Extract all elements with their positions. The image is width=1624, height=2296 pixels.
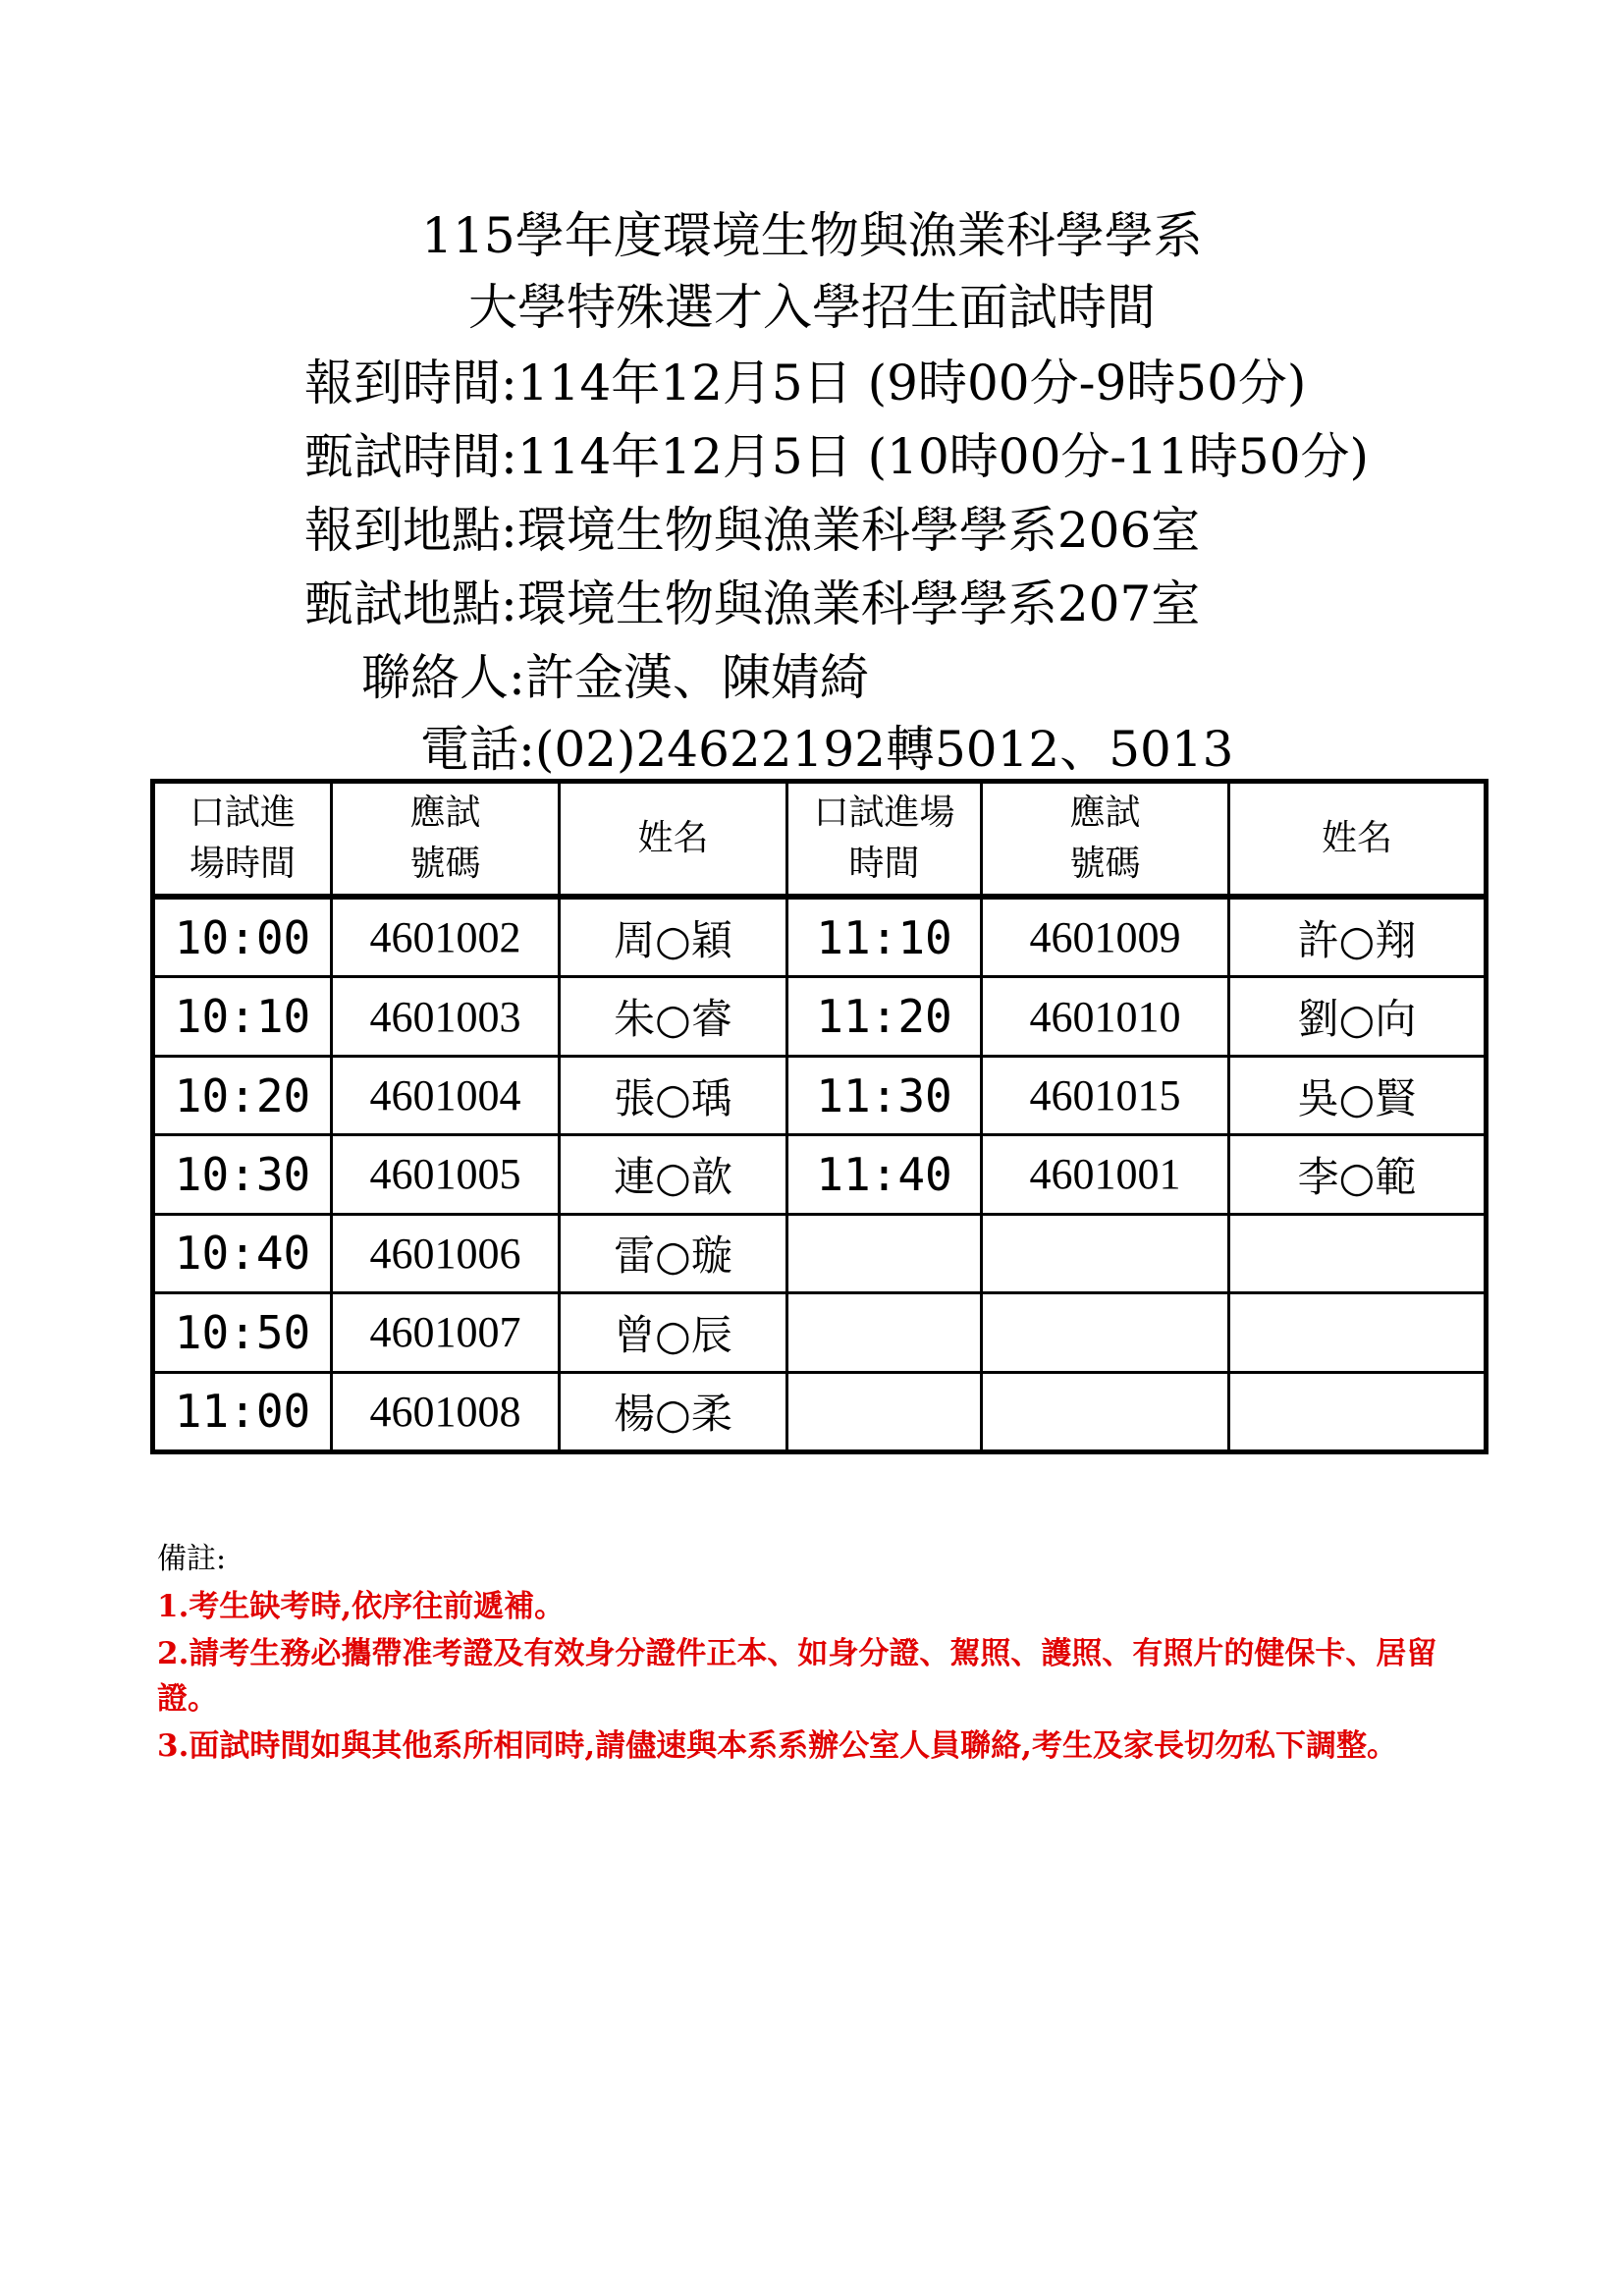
note-item: 1.考生缺考時,依序往前遞補。: [157, 1589, 566, 1624]
time-cell: 11:00: [153, 1372, 332, 1451]
table-row: [153, 977, 1487, 1056]
name-cell: 吳○賢: [1229, 1056, 1487, 1134]
column-header: [982, 782, 1229, 898]
exam-number-cell: 4601006: [332, 1214, 560, 1292]
name-cell: 曾○辰: [560, 1293, 787, 1372]
checkin-time-value: 114年12月5日 (9時00分-9時50分): [516, 355, 1307, 411]
exam-number-cell: 4601001: [982, 1135, 1229, 1214]
note-item: 3.面試時間如與其他系所相同時,請儘速與本系系辦公室人員聯絡,考生及家長切勿私下調整。: [157, 1728, 1397, 1764]
name-cell: [1229, 1372, 1487, 1451]
time-cell: 10:20: [153, 1056, 332, 1134]
exam-number-cell: 4601004: [332, 1056, 560, 1134]
table-header-row: [153, 782, 1487, 898]
name-cell: 李○範: [1229, 1135, 1487, 1214]
time-cell: 11:30: [787, 1056, 982, 1134]
column-header-text: 號碼: [409, 844, 481, 884]
time-cell: 11:40: [787, 1135, 982, 1214]
exam-number-cell: [982, 1214, 1229, 1292]
interview-location-value: 環境生物與漁業科學學系207室: [516, 575, 1201, 632]
name-cell: 連○歆: [560, 1135, 787, 1214]
time-cell: [787, 1214, 982, 1292]
name-cell: 劉○向: [1229, 977, 1487, 1056]
exam-number-cell: 4601009: [982, 897, 1229, 977]
table-row: [153, 1135, 1487, 1214]
page-title: 115學年度環境生物與漁業科學學系: [421, 207, 1203, 264]
column-header-text: 口試進場: [813, 793, 955, 833]
column-header-text: 口試進: [189, 793, 296, 833]
name-cell: 雷○璇: [560, 1214, 787, 1292]
exam-number-cell: [982, 1372, 1229, 1451]
column-header-text: 時間: [848, 844, 920, 884]
time-cell: 10:30: [153, 1135, 332, 1214]
page-subtitle: 大學特殊選才入學招生面試時間: [468, 279, 1156, 336]
time-cell: 11:20: [787, 977, 982, 1056]
table-row: [153, 1056, 1487, 1134]
column-header-text: 姓名: [637, 818, 709, 858]
name-cell: 周○穎: [560, 897, 787, 977]
column-header-text: 場時間: [189, 844, 296, 884]
table-body: [153, 897, 1487, 1452]
interview-time-line: [304, 422, 1369, 491]
exam-number-cell: 4601008: [332, 1372, 560, 1451]
exam-number-cell: 4601007: [332, 1293, 560, 1372]
time-cell: 10:10: [153, 977, 332, 1056]
exam-number-cell: 4601015: [982, 1056, 1229, 1134]
column-header-text: 姓名: [1321, 818, 1392, 858]
contact-label: 聯絡人:: [361, 649, 525, 706]
checkin-time-label: 報到時間:: [304, 355, 517, 411]
table-row: [153, 1293, 1487, 1372]
time-cell: [787, 1372, 982, 1451]
notes-heading: 備註:: [157, 1542, 227, 1576]
exam-number-cell: 4601002: [332, 897, 560, 977]
column-header: [560, 782, 787, 898]
phone-label: 電話:: [420, 721, 535, 778]
name-cell: 朱○睿: [560, 977, 787, 1056]
phone-line: [420, 715, 1233, 784]
name-cell: 許○翔: [1229, 897, 1487, 977]
column-header: [787, 782, 982, 898]
interview-location-line: [304, 570, 1200, 638]
checkin-location-line: [304, 496, 1200, 565]
table-row: [153, 1214, 1487, 1292]
time-cell: 11:10: [787, 897, 982, 977]
table-row: [153, 1372, 1487, 1451]
column-header: [1229, 782, 1487, 898]
interview-time-value: 114年12月5日 (10時00分-11時50分): [516, 428, 1370, 485]
checkin-location-label: 報到地點:: [304, 502, 517, 559]
column-header-text: 應試: [1069, 793, 1141, 833]
time-cell: [787, 1293, 982, 1372]
interview-time-label: 甄試時間:: [304, 428, 517, 485]
contact-value: 許金漢、陳婧綺: [524, 649, 869, 706]
column-header-text: 應試: [409, 793, 481, 833]
interview-location-label: 甄試地點:: [304, 575, 517, 632]
exam-number-cell: 4601003: [332, 977, 560, 1056]
time-cell: 10:00: [153, 897, 332, 977]
name-cell: 張○瑀: [560, 1056, 787, 1134]
table-row: [153, 897, 1487, 977]
name-cell: [1229, 1214, 1487, 1292]
exam-number-cell: [982, 1293, 1229, 1372]
name-cell: 楊○柔: [560, 1372, 787, 1451]
column-header-text: 號碼: [1069, 844, 1141, 884]
exam-number-cell: 4601010: [982, 977, 1229, 1056]
checkin-location-value: 環境生物與漁業科學學系206室: [516, 502, 1201, 559]
notes-section: [157, 1537, 1492, 1769]
phone-value: (02)24622192轉5012、5013: [534, 721, 1234, 778]
exam-number-cell: 4601005: [332, 1135, 560, 1214]
contact-line: [361, 643, 869, 712]
name-cell: [1229, 1293, 1487, 1372]
note-item: 2.請考生務必攜帶准考證及有效身分證件正本、如身分證、駕照、護照、有照片的健保卡、居留證。: [157, 1636, 1437, 1717]
time-cell: 10:50: [153, 1293, 332, 1372]
interview-schedule-table: [150, 779, 1489, 1454]
column-header: [153, 782, 332, 898]
checkin-time-line: [304, 349, 1306, 417]
time-cell: 10:40: [153, 1214, 332, 1292]
column-header: [332, 782, 560, 898]
